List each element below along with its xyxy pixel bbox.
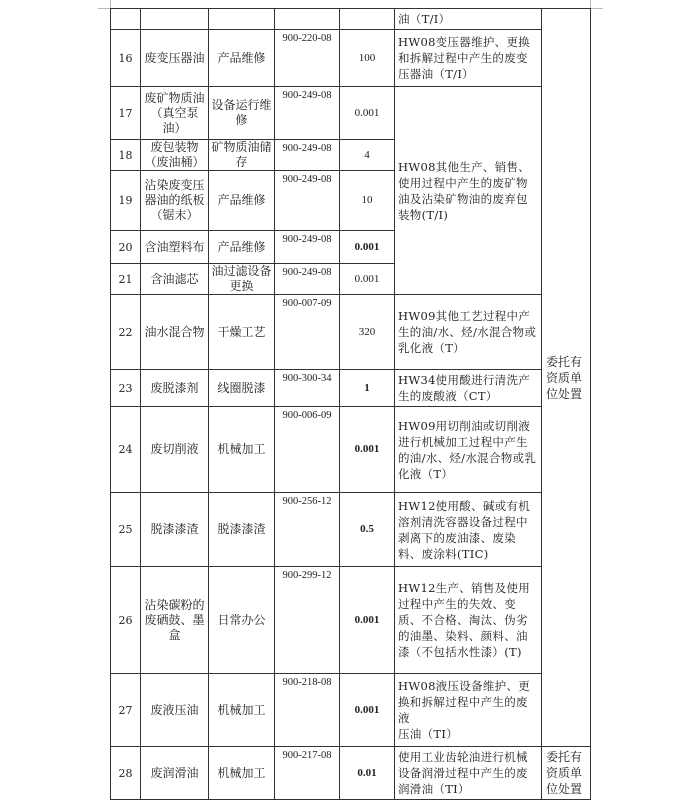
waste-code: 900-256-12 xyxy=(275,493,340,567)
waste-name: 脱漆漆渣 xyxy=(141,493,209,567)
waste-name: 废矿物质油（真空泵油） xyxy=(141,87,209,140)
waste-quantity: 0.001 xyxy=(340,567,395,674)
row-number: 21 xyxy=(111,264,141,295)
waste-source: 产品维修 xyxy=(209,231,275,264)
disposal-method: 委托有资质单位处置 xyxy=(542,9,591,747)
waste-description xyxy=(395,87,542,295)
waste-name: 废变压器油 xyxy=(141,30,209,87)
waste-quantity: 0.001 xyxy=(340,87,395,140)
waste-source xyxy=(209,9,275,30)
description-line: 使用工业齿轮油进行机械设备润滑过程中产生的废润滑油（TI） xyxy=(398,750,528,796)
waste-quantity: 0.5 xyxy=(340,493,395,567)
waste-quantity: 320 xyxy=(340,295,395,370)
waste-quantity: 0.01 xyxy=(340,747,395,800)
waste-source: 矿物质油储存 xyxy=(209,140,275,171)
description-line: HW08其他生产、销售、使用过程中产生的废矿物油及沾染矿物油的废弃包装物(T/I) xyxy=(398,159,531,222)
waste-name: 废包装物（废油桶） xyxy=(141,140,209,171)
row-number: 23 xyxy=(111,370,141,407)
waste-source: 油过滤设备更换 xyxy=(209,264,275,295)
table-row xyxy=(111,407,591,493)
waste-quantity: 0.001 xyxy=(340,407,395,493)
waste-quantity: 0.001 xyxy=(340,231,395,264)
waste-source: 产品维修 xyxy=(209,171,275,231)
waste-description xyxy=(395,493,542,567)
description-line: HW12生产、销售及使用过程中产生的失效、变质、不合格、淘汰、伪劣的油墨、染料、颜料、油漆（不包括水性漆）(T) xyxy=(398,581,531,659)
waste-name xyxy=(141,9,209,30)
table-row xyxy=(111,30,591,87)
waste-quantity: 4 xyxy=(340,140,395,171)
waste-quantity: 10 xyxy=(340,171,395,231)
waste-code: 900-007-09 xyxy=(275,295,340,370)
waste-code: 900-300-34 xyxy=(275,370,340,407)
row-number: 22 xyxy=(111,295,141,370)
waste-quantity: 0.001 xyxy=(340,674,395,747)
description-line: 压油（TI） xyxy=(398,727,459,741)
waste-source: 产品维修 xyxy=(209,30,275,87)
description-line: HW09其他工艺过程中产生的油/水、烃/水混合物或乳化液（T） xyxy=(398,309,537,355)
waste-name: 沾染废变压器油的纸板（锯末） xyxy=(141,171,209,231)
table-row xyxy=(111,87,591,140)
row-number: 16 xyxy=(111,30,141,87)
crop-mark-top-right xyxy=(590,0,603,9)
waste-code: 900-249-08 xyxy=(275,87,340,140)
row-number: 24 xyxy=(111,407,141,493)
description-line: HW34使用酸进行清洗产生的废酸液（CT） xyxy=(398,373,531,403)
row-number: 20 xyxy=(111,231,141,264)
waste-source: 机械加工 xyxy=(209,674,275,747)
waste-quantity xyxy=(340,9,395,30)
waste-source: 设备运行维修 xyxy=(209,87,275,140)
description-line: HW12使用酸、碱或有机溶剂清洗容器设备过程中剥离下的废油漆、废染料、废涂料(TIC) xyxy=(398,498,531,561)
row-number xyxy=(111,9,141,30)
row-number: 25 xyxy=(111,493,141,567)
row-number: 18 xyxy=(111,140,141,171)
table-row xyxy=(111,567,591,674)
row-number: 28 xyxy=(111,747,141,800)
waste-description xyxy=(395,30,542,87)
waste-description xyxy=(395,747,542,800)
waste-name: 沾染碳粉的废硒鼓、墨盒 xyxy=(141,567,209,674)
waste-name: 含油滤芯 xyxy=(141,264,209,295)
table-row xyxy=(111,9,591,30)
table-row xyxy=(111,295,591,370)
waste-description xyxy=(395,407,542,493)
waste-source: 线圈脱漆 xyxy=(209,370,275,407)
row-number: 26 xyxy=(111,567,141,674)
waste-code: 900-006-09 xyxy=(275,407,340,493)
waste-code: 900-218-08 xyxy=(275,674,340,747)
row-number: 17 xyxy=(111,87,141,140)
table-row xyxy=(111,674,591,747)
waste-source: 机械加工 xyxy=(209,407,275,493)
waste-code: 900-217-08 xyxy=(275,747,340,800)
waste-description xyxy=(395,567,542,674)
waste-name: 废液压油 xyxy=(141,674,209,747)
waste-quantity: 1 xyxy=(340,370,395,407)
table-row xyxy=(111,370,591,407)
waste-code: 900-249-08 xyxy=(275,171,340,231)
row-number: 19 xyxy=(111,171,141,231)
description-line: 油（T/I） xyxy=(398,12,451,26)
waste-source: 日常办公 xyxy=(209,567,275,674)
description-line: HW08液压设备维护、更换和拆解过程中产生的废液 xyxy=(398,679,531,725)
description-line: HW08变压器维护、更换和拆解过程中产生的废变压器油（T/I） xyxy=(398,35,531,81)
description-line: HW09用切削油或切削液进行机械加工过程中产生的油/水、烃/水混合物或乳化液（T） xyxy=(398,418,537,481)
waste-quantity: 0.001 xyxy=(340,264,395,295)
waste-name: 废脱漆剂 xyxy=(141,370,209,407)
waste-code: 900-249-08 xyxy=(275,264,340,295)
waste-description xyxy=(395,370,542,407)
waste-code: 900-299-12 xyxy=(275,567,340,674)
waste-source: 机械加工 xyxy=(209,747,275,800)
row-number: 27 xyxy=(111,674,141,747)
table-row xyxy=(111,493,591,567)
waste-description xyxy=(395,295,542,370)
waste-description xyxy=(395,9,542,30)
waste-name: 油水混合物 xyxy=(141,295,209,370)
disposal-method: 委托有资质单位处置 xyxy=(542,747,591,800)
waste-source: 脱漆漆渣 xyxy=(209,493,275,567)
waste-name: 含油塑料布 xyxy=(141,231,209,264)
waste-code: 900-220-08 xyxy=(275,30,340,87)
waste-name: 废切削液 xyxy=(141,407,209,493)
waste-name: 废润滑油 xyxy=(141,747,209,800)
waste-code: 900-249-08 xyxy=(275,231,340,264)
waste-quantity: 100 xyxy=(340,30,395,87)
waste-description xyxy=(395,674,542,747)
table-row xyxy=(111,747,591,800)
waste-source: 干燥工艺 xyxy=(209,295,275,370)
waste-code xyxy=(275,9,340,30)
hazardous-waste-table xyxy=(110,8,591,800)
waste-code: 900-249-08 xyxy=(275,140,340,171)
